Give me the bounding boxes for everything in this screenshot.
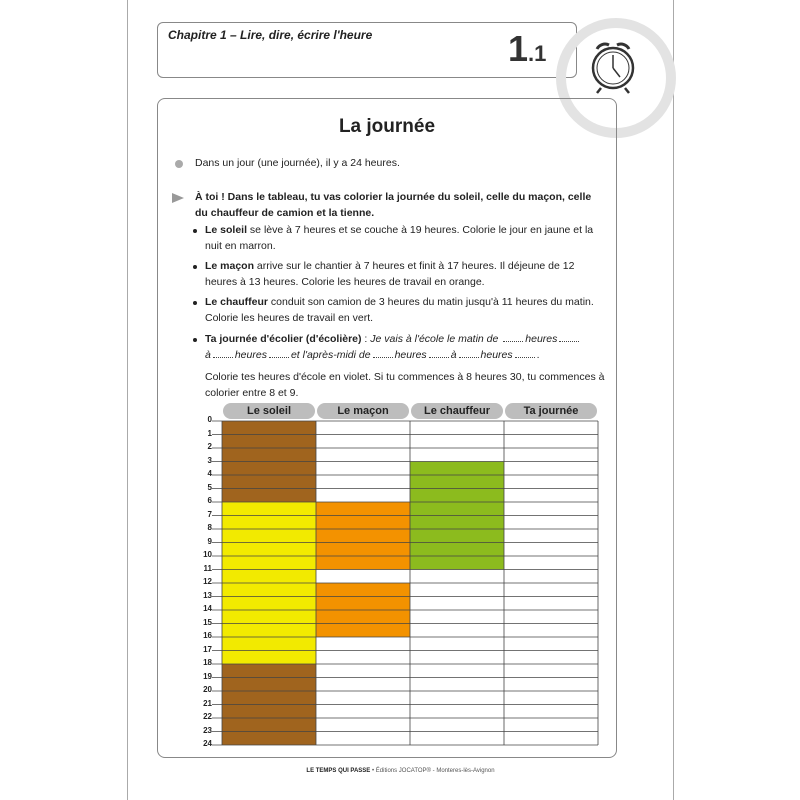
a-word: à <box>450 349 457 361</box>
column-header-chauffeur: Le chauffeur <box>411 403 503 419</box>
ecolier-line1: Je vais à l'école le matin de <box>370 333 499 345</box>
hour-label: 20 <box>203 685 212 694</box>
hour-label: 18 <box>203 658 212 667</box>
hour-label: 13 <box>203 590 212 600</box>
page-title: La journée <box>338 116 436 137</box>
hour-label: 8 <box>207 523 212 532</box>
apres-midi-text: et l'après-midi de <box>290 349 371 361</box>
hour-label: 6 <box>207 496 212 505</box>
period: . <box>536 349 540 361</box>
hour-label: 0 <box>207 415 212 424</box>
hour-label: 15 <box>203 617 212 627</box>
footer-separator: • <box>371 768 375 774</box>
a-word: à <box>205 349 211 361</box>
hour-label: 22 <box>203 712 212 721</box>
item-macon-text: arrive sur le chantier à 7 heures et finit à 17 heures. Il déjeune de 12 heures à 13 heures. Colorie les heures de travail en orange. <box>205 260 575 288</box>
lesson-number-sub: .1 <box>528 41 547 66</box>
footer-publisher: Éditions JOCATOP® <box>375 768 431 774</box>
item-chauffeur-text: conduit son camion de 3 heures du matin jusqu'à 11 heures du matin. Colorie les heures de travail en vert. <box>205 296 594 324</box>
item-soleil-label: Le soleil <box>205 224 248 236</box>
footer-place: - Monteres-lès-Avignon <box>432 768 495 774</box>
hour-label: 11 <box>203 563 212 573</box>
item-ecolier-label: Ta journée d'écolier (d'écolière) <box>205 333 362 345</box>
hour-label: 19 <box>203 671 212 681</box>
hour-label: 5 <box>207 482 212 492</box>
hour-label: 24 <box>203 739 212 748</box>
ecolier-note: Colorie tes heures d'école en violet. Si tu commences à 8 heures 30, tu commences à colorier entre 8 et 9. <box>205 371 605 399</box>
heures-word: heures <box>525 333 558 345</box>
intro-text: Dans un jour (une journée), il y a 24 heures. <box>195 157 400 169</box>
hour-label: 7 <box>207 509 212 519</box>
hour-label: 2 <box>207 442 212 451</box>
hour-label: 9 <box>207 536 212 546</box>
heures-word: heures <box>394 349 427 361</box>
page-footer <box>127 768 674 774</box>
fill-block <box>316 502 410 570</box>
hour-label: 4 <box>207 469 212 478</box>
hour-label: 16 <box>203 631 212 640</box>
heures-word: heures <box>234 349 267 361</box>
hour-label: 3 <box>207 455 212 465</box>
hour-label: 10 <box>203 550 212 559</box>
hour-label: 21 <box>203 698 212 708</box>
hour-label: 23 <box>203 725 212 735</box>
chapter-title: Chapitre 1 – Lire, dire, écrire l'heure <box>168 28 373 42</box>
hour-label: 1 <box>207 428 212 438</box>
hour-label: 17 <box>203 644 212 654</box>
hour-label: 12 <box>203 577 212 586</box>
colon: : <box>361 333 371 345</box>
column-header-macon: Le maçon <box>317 403 409 419</box>
hour-label: 14 <box>203 604 212 613</box>
footer-series: LE TEMPS QUI PASSE <box>306 768 371 774</box>
column-header-journee: Ta journée <box>505 403 597 419</box>
instruction-text: À toi ! Dans le tableau, tu vas colorier la journée du soleil, celle du maçon, celle du chauffeur de camion et la tienne. <box>195 191 592 219</box>
item-chauffeur-label: Le chauffeur <box>205 296 269 308</box>
item-soleil-text: se lève à 7 heures et se couche à 19 heures. Colorie le jour en jaune et la nuit en marron. <box>205 224 594 252</box>
lesson-number-main: 1 <box>508 28 529 69</box>
column-header-soleil: Le soleil <box>223 403 315 419</box>
heures-word: heures <box>480 349 513 361</box>
item-macon-label: Le maçon <box>205 260 255 272</box>
